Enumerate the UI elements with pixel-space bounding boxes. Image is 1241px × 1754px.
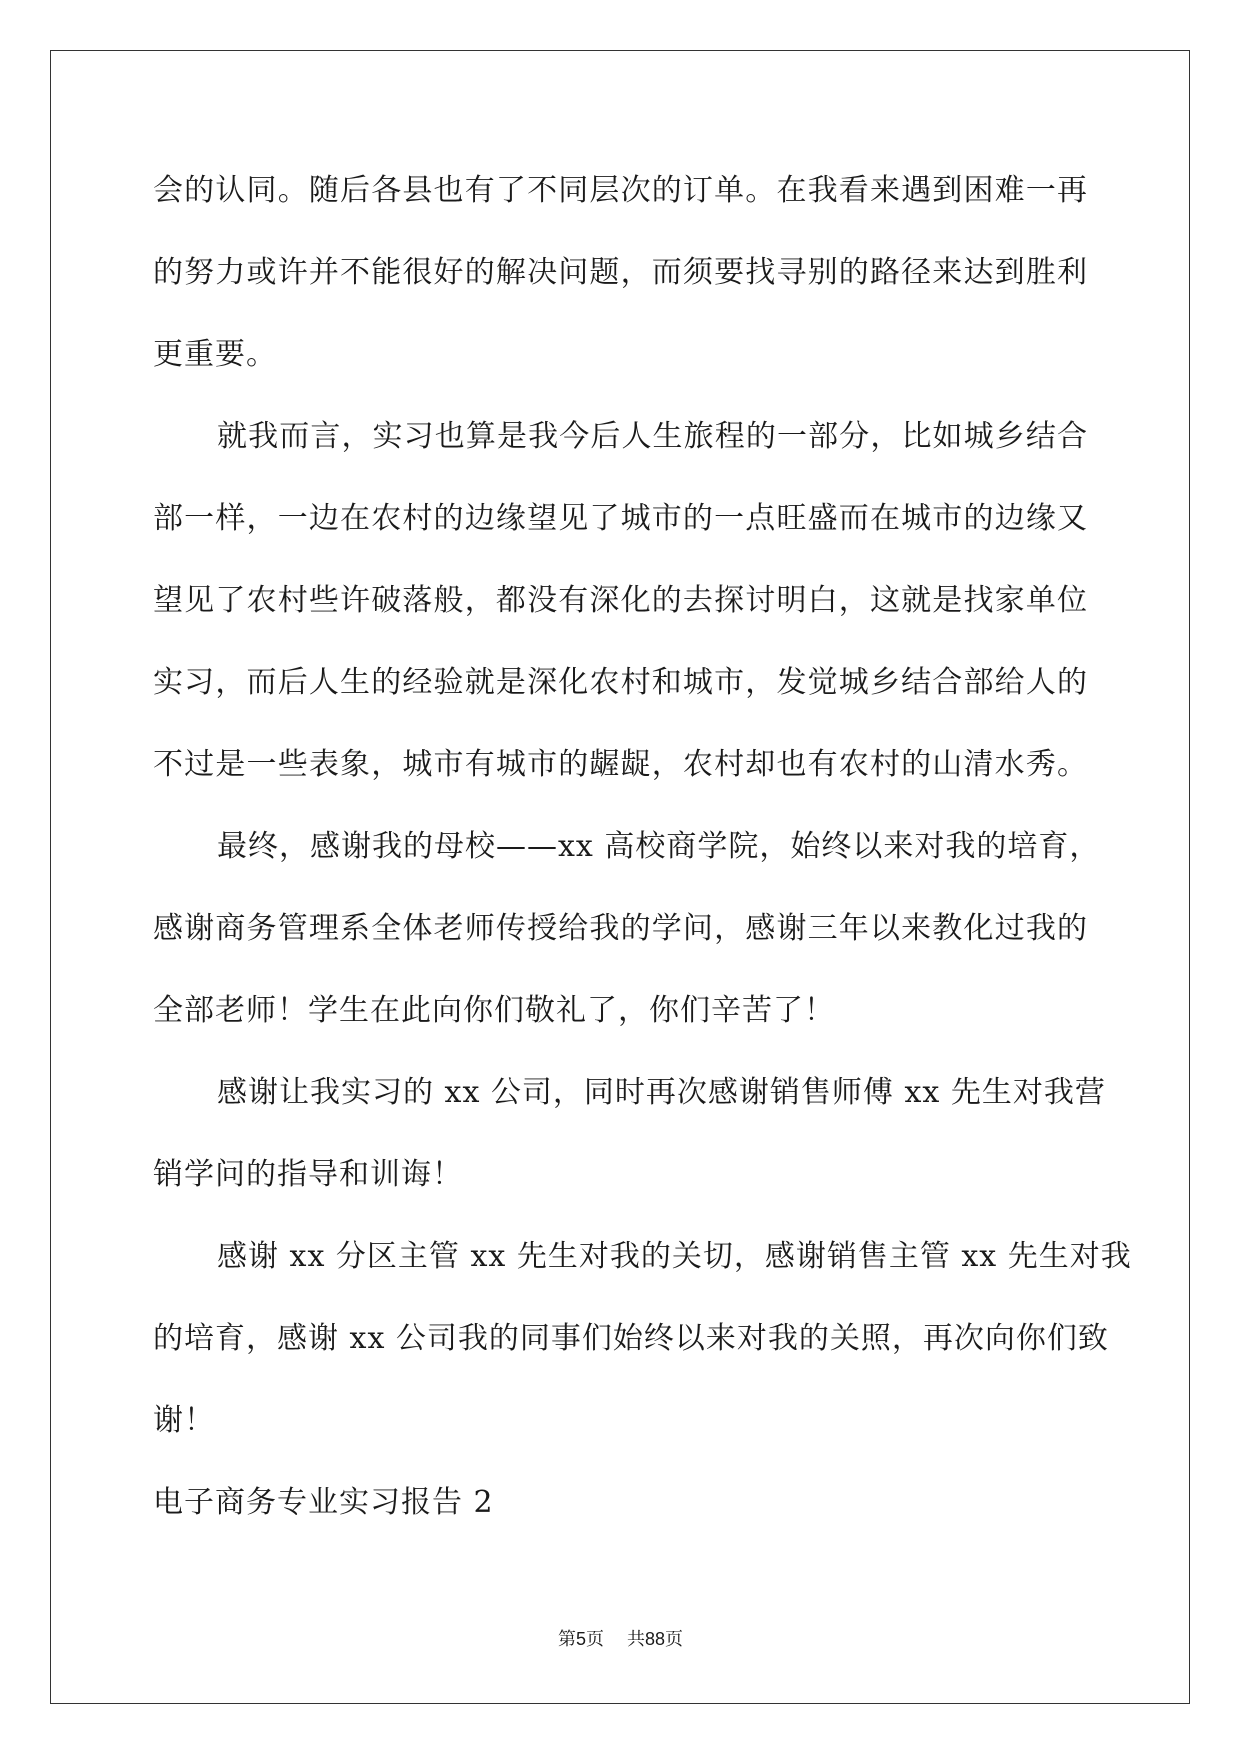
text-line: 实习，而后人生的经验就是深化农村和城市，发觉城乡结合部给人的 — [153, 665, 1088, 700]
text-line: 不过是一些表象，城市有城市的龌龊，农村却也有农村的山清水秀。 — [153, 747, 1088, 782]
text-line: 会的认同。随后各县也有了不同层次的订单。在我看来遇到困难一再 — [153, 173, 1088, 208]
text-line: 更重要。 — [153, 337, 277, 372]
page-number: 5 — [576, 1629, 587, 1649]
paragraph-start-line: 最终，感谢我的母校——xx 高校商学院，始终以来对我的培育， — [217, 829, 1101, 864]
paragraph-start-line: 感谢 xx 分区主管 xx 先生对我的关切，感谢销售主管 xx 先生对我 — [217, 1239, 1132, 1274]
section-heading: 电子商务专业实习报告 2 — [153, 1485, 494, 1520]
text-line: 的努力或许并不能很好的解决问题，而须要找寻别的路径来达到胜利 — [153, 255, 1088, 290]
paragraph-start-line: 感谢让我实习的 xx 公司，同时再次感谢销售师傅 xx 先生对我营 — [217, 1075, 1106, 1110]
paragraph-start-line: 就我而言，实习也算是我今后人生旅程的一部分，比如城乡结合 — [217, 419, 1088, 454]
page-prefix: 第 — [558, 1629, 577, 1650]
text-line: 销学问的指导和训诲！ — [153, 1157, 463, 1192]
text-line: 全部老师！学生在此向你们敬礼了，你们辛苦了！ — [153, 993, 835, 1028]
text-line: 感谢商务管理系全体老师传授给我的学问，感谢三年以来教化过我的 — [153, 911, 1088, 946]
page-suffix: 页 — [586, 1629, 605, 1650]
document-body — [153, 160, 1132, 1554]
total-suffix: 页 — [664, 1629, 683, 1650]
total-pages: 88 — [644, 1629, 665, 1649]
total-prefix: 共 — [626, 1629, 645, 1650]
text-line: 望见了农村些许破落般，都没有深化的去探讨明白，这就是找家单位 — [153, 583, 1088, 618]
text-line: 的培育，感谢 xx 公司我的同事们始终以来对我的关照，再次向你们致 — [153, 1321, 1109, 1356]
page-footer — [0, 1625, 1241, 1651]
text-line: 谢！ — [153, 1403, 215, 1438]
text-line: 部一样，一边在农村的边缘望见了城市的一点旺盛而在城市的边缘又 — [153, 501, 1088, 536]
